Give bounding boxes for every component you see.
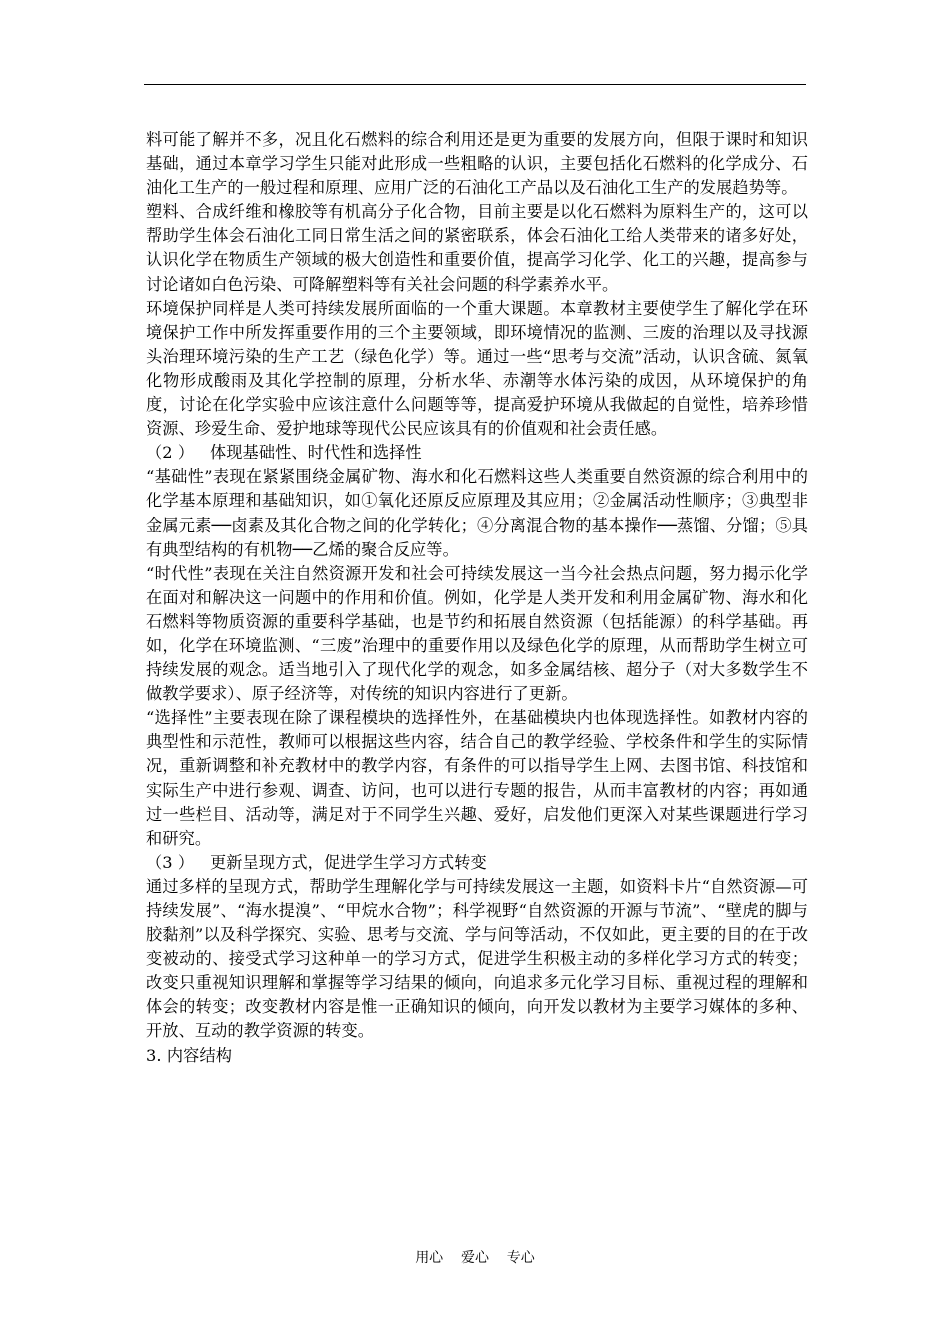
paragraph: “选择性”主要表现在除了课程模块的选择性外，在基础模块内也体现选择性。如教材内容的典型性和示范性，教师可以根据这些内容，结合自己的教学经验、学校条件和学生的实际情况，重新调整和补充教材中的教学内容，有条件的可以指导学生上网、去图书馆、科技馆和实际生产中进行参观、调查、访问，也可以进行专题的报告，从而丰富教材的内容；再如通过一些栏目、活动等，满足对于不同学生兴趣、爱好，启发他们更深入对某些课题进行学习和研究。	[146, 708, 808, 848]
paragraph: 料可能了解并不多，况且化石燃料的综合利用还是更为重要的发展方向，但限于课时和知识基础，通过本章学习学生只能对此形成一些粗略的认识，主要包括化石燃料的化学成分、石油化工生产的一般过程和原理、应用广泛的石油化工产品以及石油化工生产的发展趋势等。	[146, 130, 808, 198]
paragraph: 通过多样的呈现方式，帮助学生理解化学与可持续发展这一主题，如资料卡片“自然资源—可持续发展”、“海水提溴”、“甲烷水合物”；科学视野“自然资源的开源与节流”、“壁虎的脚与胶黏剂”以及科学探究、实验、思考与交流、学与问等活动，不仅如此，更主要的目的在于改变被动的、接受式学习这种单一的学习方式，促进学生积极主动的多样化学习方式的转变；改变只重视知识理解和掌握等学习结果的倾向，向追求多元化学习目标、重视过程的理解和体会的转变；改变教材内容是惟一正确知识的倾向，向开发以教材为主要学习媒体的多种、开放、互动的教学资源的转变。	[146, 876, 808, 1041]
paragraph: “基础性”表现在紧紧围绕金属矿物、海水和化石燃料这些人类重要自然资源的综合利用中的化学基本原理和基础知识，如①氧化还原反应原理及其应用；②金属活动性顺序；③典型非金属元素──卤素及其化合物之间的化学转化；④分离混合物的基本操作──蒸馏、分馏；⑤具有典型结构的有机物──乙烯的聚合反应等。	[146, 467, 808, 559]
paragraph: 塑料、合成纤维和橡胶等有机高分子化合物，目前主要是以化石燃料为原料生产的，这可以帮助学生体会石油化工同日常生活之间的紧密联系，体会石油化工给人类带来的诸多好处，认识化学在物质生产领域的极大创造性和重要价值，提高学习化学、化工的兴趣，提高参与讨论诸如白色污染、可降解塑料等有关社会问题的科学素养水平。	[146, 202, 808, 294]
section-heading-content-structure: 3. 内容结构	[146, 1045, 233, 1065]
document-body	[146, 128, 808, 1068]
paragraph: 环境保护同样是人类可持续发展所面临的一个重大课题。本章教材主要使学生了解化学在环境保护工作中所发挥重要作用的三个主要领域，即环境情况的监测、三废的治理以及寻找源头治理环境污染的生产工艺（绿色化学）等。通过一些“思考与交流”活动，认识含硫、氮氧化物形成酸雨及其化学控制的原理，分析水华、赤潮等水体污染的成因，从环境保护的角度，讨论在化学实验中应该注意什么问题等等，提高爱护环境从我做起的自觉性，培养珍惜资源、珍爱生命、爱护地球等现代公民应该具有的价值观和社会责任感。	[146, 298, 808, 439]
paragraph: “时代性”表现在关注自然资源开发和社会可持续发展这一当今社会热点问题，努力揭示化学在面对和解决这一问题中的作用和价值。例如，化学是人类开发和利用金属矿物、海水和化石燃料等物质资源的重要科学基础，也是节约和拓展自然资源（包括能源）的科学基础。再如，化学在环境监测、“三废”治理中的重要作用以及绿色化学的原理，从而帮助学生树立可持续发展的观念。适当地引入了现代化学的观念，如多金属结核、超分子（对大多数学生不做教学要求）、原子经济等，对传统的知识内容进行了更新。	[146, 563, 808, 704]
header-rule	[144, 84, 806, 85]
section-heading-2: （2 ） 体现基础性、时代性和选择性	[146, 443, 422, 463]
section-heading-3: （3 ） 更新呈现方式，促进学生学习方式转变	[146, 852, 487, 872]
page-footer: 用心 爱心 专心	[415, 1250, 535, 1266]
